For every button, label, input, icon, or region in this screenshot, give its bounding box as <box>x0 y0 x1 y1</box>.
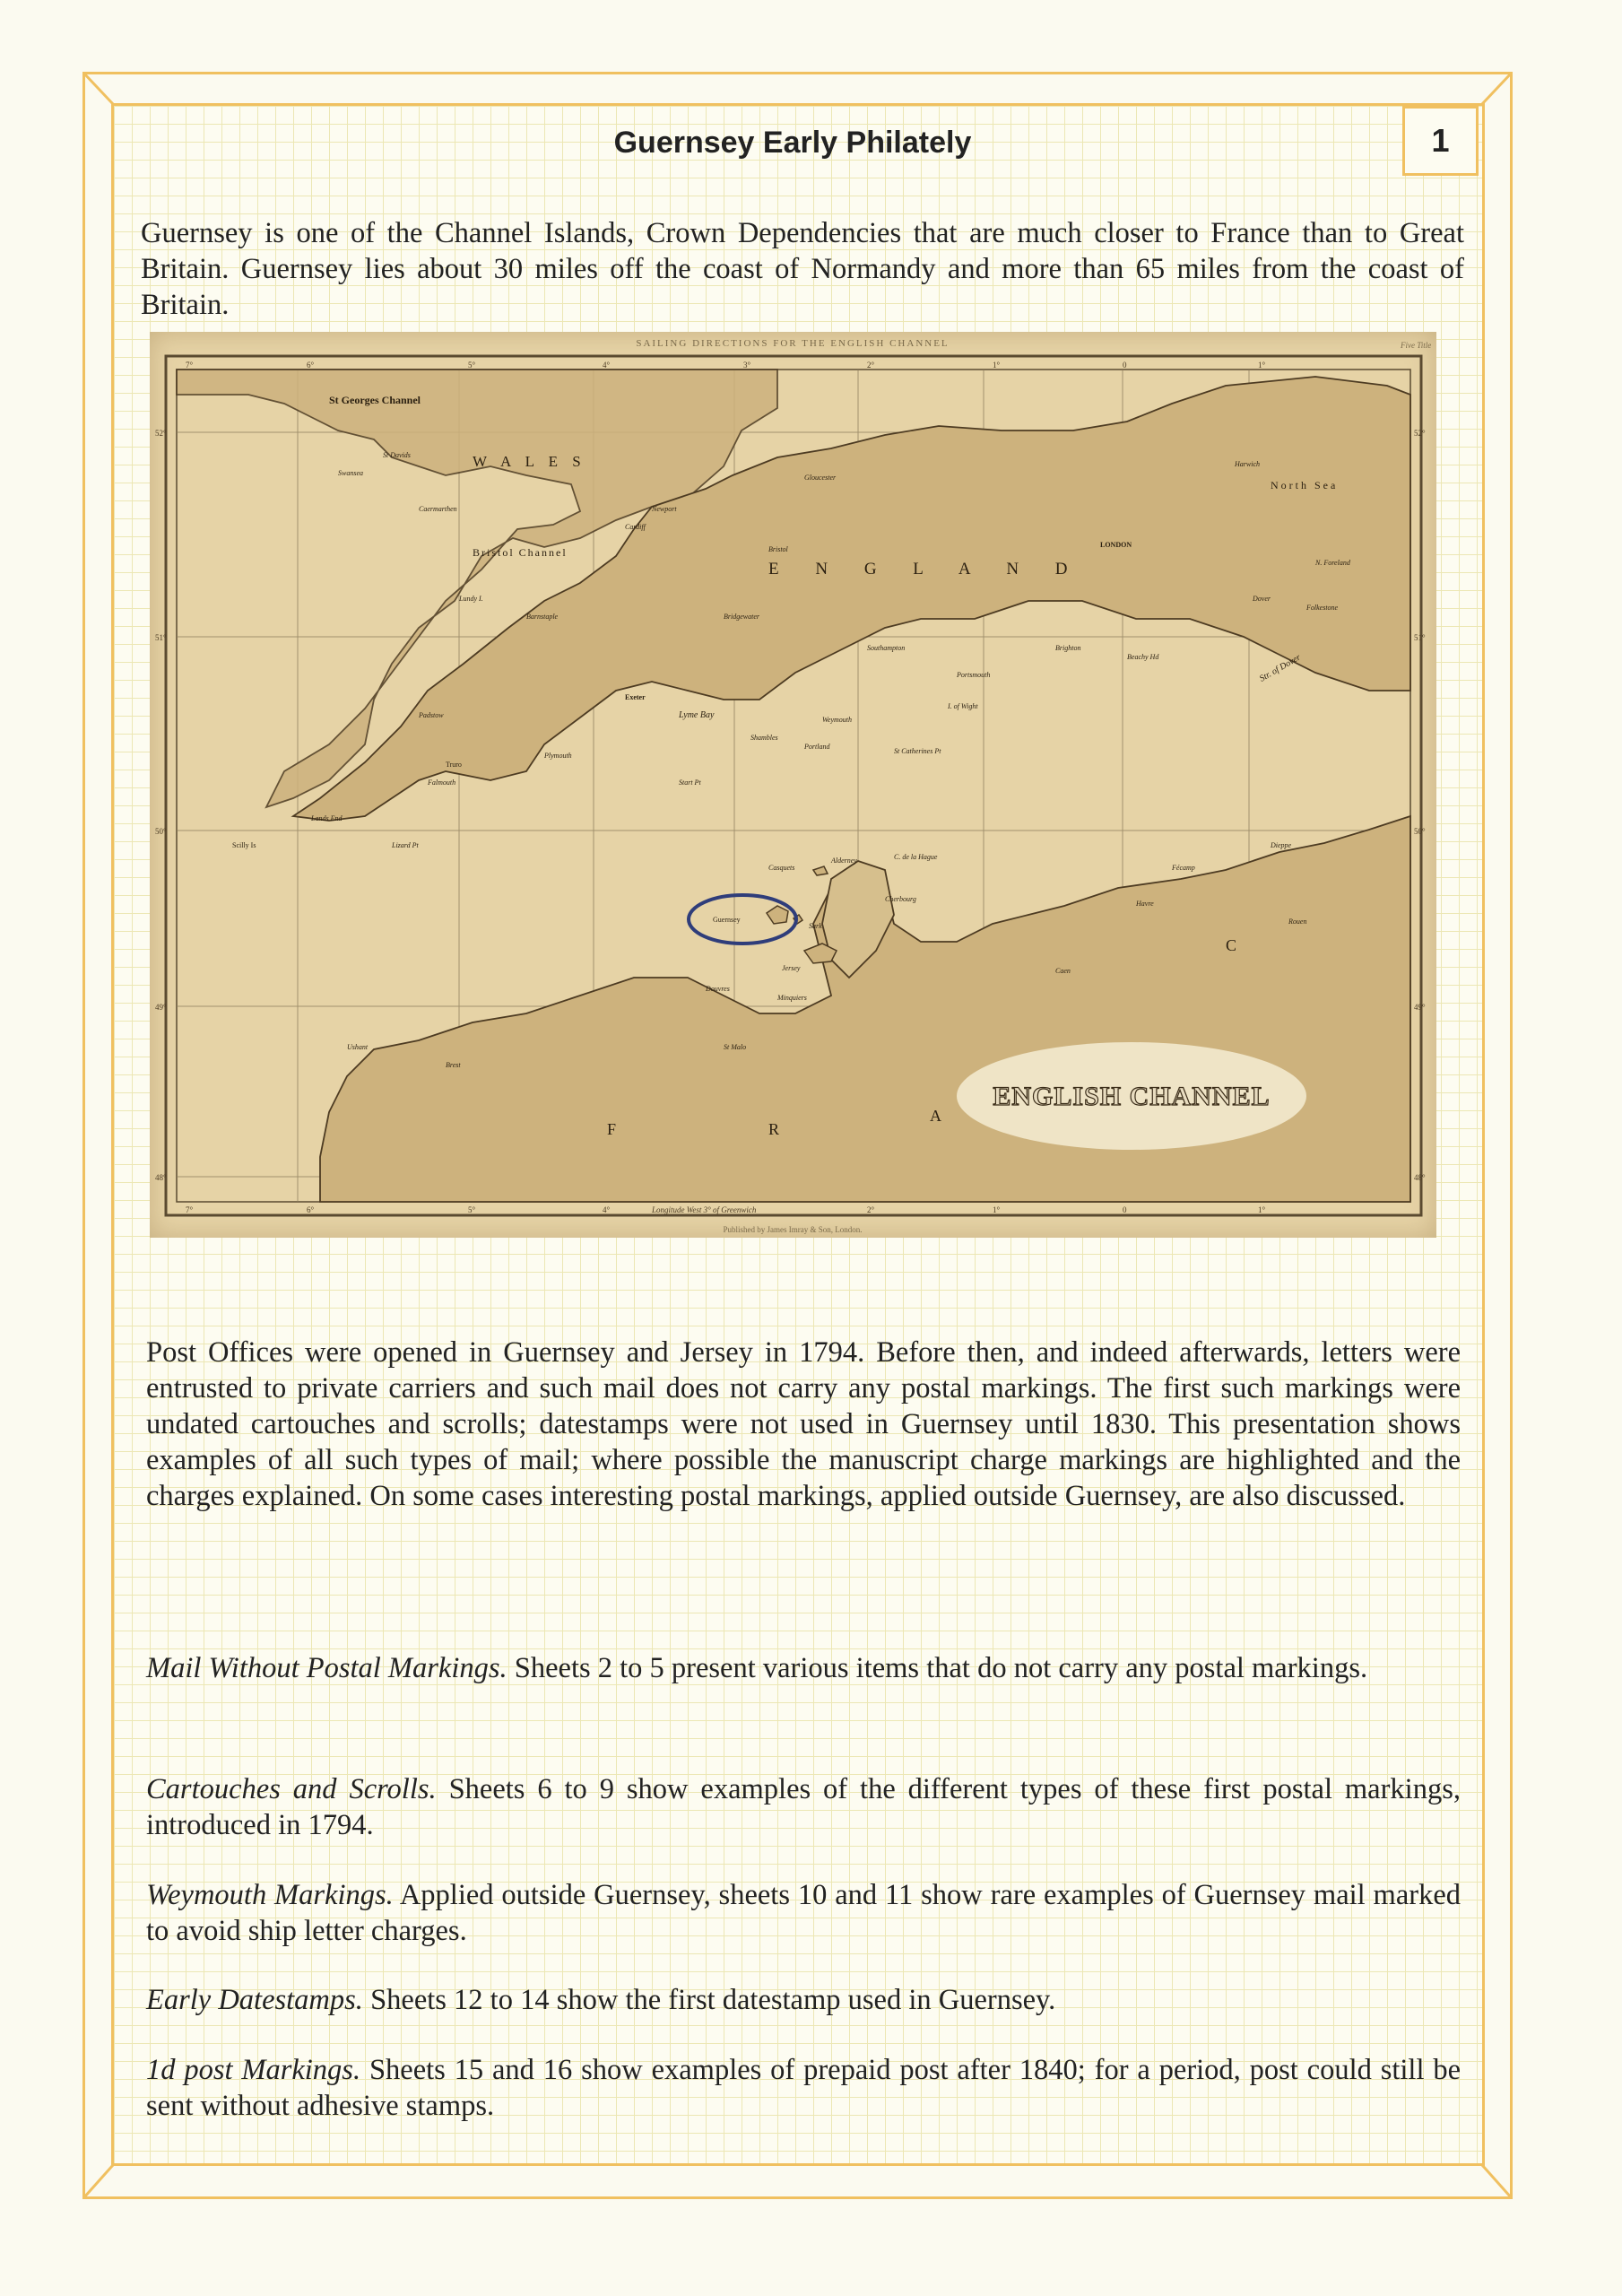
lat-label-left: 48° <box>155 1173 167 1182</box>
longitude-caption: Longitude West 3° of Greenwich <box>652 1205 757 1214</box>
lon-label-bottom: 2° <box>867 1205 875 1214</box>
map-footer: Published by James Imray & Son, London. <box>723 1225 863 1234</box>
section-lead: Weymouth Markings. <box>146 1879 394 1911</box>
lat-label-left: 51° <box>155 633 167 642</box>
label-start-pt: Start Pt <box>679 778 701 787</box>
label-alderney: Alderney <box>831 857 857 865</box>
section-cartouches-scrolls <box>146 1771 1461 1843</box>
lat-label-right: 51° <box>1414 633 1426 642</box>
body-paragraph: Post Offices were opened in Guernsey and Jersey in 1794. Before then, and indeed afterwards, letters were entrusted to private carriers and such mail does not carry any postal markings. The first such markings were undated cartouches and scrolls; datestamps were not used in Guernsey until 1830. This presentation shows examples of all such types of mail; where possible the manuscript charge markings are highlighted and the charges explained. On some cases interesting postal markings, applied outside Guernsey, are also discussed. <box>146 1336 1461 1512</box>
label-dover: Dover <box>1253 595 1271 603</box>
lon-label-bottom: 5° <box>468 1205 476 1214</box>
label-swansea: Swansea <box>338 469 363 477</box>
lon-label-bottom: 1° <box>1258 1205 1266 1214</box>
label-harwich: Harwich <box>1235 460 1260 468</box>
corner-line-tl <box>83 73 113 104</box>
section-1d-post-markings <box>146 2052 1461 2124</box>
label-london: LONDON <box>1100 541 1132 549</box>
lon-label-top: 6° <box>307 361 315 370</box>
map-header-right: Five Title <box>1401 341 1432 350</box>
lat-label-right: 49° <box>1414 1003 1426 1012</box>
section-early-datestamps <box>146 1982 1461 2018</box>
label-douvres: Douvres <box>706 985 730 993</box>
label-lizard: Lizard Pt <box>392 841 419 849</box>
corner-line-bl <box>83 2165 113 2198</box>
label-england: E N G L A N D <box>768 560 1084 578</box>
label-str-dover: Str. of Dover <box>1258 652 1303 684</box>
label-fecamp: Fécamp <box>1172 864 1195 872</box>
lat-label-right: 48° <box>1414 1173 1426 1182</box>
cartouche-label: ENGLISH CHANNEL <box>993 1082 1271 1111</box>
section-text: Sheets 12 to 14 show the first datestamp used in Guernsey. <box>370 1984 1056 2016</box>
section-text: Sheets 6 to 9 show examples of the different types of these first postal markings, introduced in 1794. <box>146 1773 1461 1841</box>
land-france <box>320 816 1410 1202</box>
lon-label-top: 5° <box>468 361 476 370</box>
label-gloucester: Gloucester <box>804 474 837 482</box>
label-beachy-head: Beachy Hd <box>1127 653 1159 661</box>
lon-label-top: 1° <box>1258 361 1266 370</box>
section-text: Applied outside Guernsey, sheets 10 and 11 show rare examples of Guernsey mail marked to avoid ship letter charges. <box>146 1879 1461 1947</box>
lon-label-top: 1° <box>993 361 1001 370</box>
lon-label-bottom: 0 <box>1123 1205 1127 1214</box>
label-shambles: Shambles <box>750 734 778 742</box>
lon-label-top: 3° <box>743 361 751 370</box>
label-newport: Newport <box>652 505 677 513</box>
label-falmouth: Falmouth <box>428 778 456 787</box>
label-rouen: Rouen <box>1288 918 1307 926</box>
label-casquets: Casquets <box>768 864 795 872</box>
label-st-catherines: St Catherines Pt <box>894 747 941 755</box>
label-caen: Caen <box>1055 967 1071 975</box>
label-minquiers: Minquiers <box>777 994 807 1002</box>
section-mail-without-markings <box>146 1650 1461 1686</box>
label-padstow: Padstow <box>419 711 444 719</box>
label-weymouth: Weymouth <box>822 716 853 724</box>
label-bristol: Bristol <box>768 545 788 553</box>
lat-label-left: 49° <box>155 1003 167 1012</box>
label-plymouth: Plymouth <box>544 752 572 760</box>
section-text: Sheets 2 to 5 present various items that do not carry any postal markings. <box>514 1652 1368 1684</box>
label-portland: Portland <box>804 743 830 751</box>
label-southampton: Southampton <box>867 644 906 652</box>
label-france-f: F <box>607 1120 622 1138</box>
label-lyme-bay: Lyme Bay <box>679 710 715 720</box>
land-britain <box>177 370 1410 821</box>
lon-label-bottom: 6° <box>307 1205 315 1214</box>
page-title: Guernsey Early Philately <box>613 126 972 160</box>
label-st-davids: St Davids <box>383 451 411 459</box>
lat-label-left: 50° <box>155 827 167 836</box>
alderney-island <box>813 866 828 875</box>
channel-map <box>150 332 1436 1238</box>
map-svg <box>150 332 1436 1238</box>
lat-label-right: 50° <box>1414 827 1426 836</box>
section-lead: Mail Without Postal Markings. <box>146 1652 507 1684</box>
label-bridgewater: Bridgewater <box>724 613 759 621</box>
label-isle-of-wight: I. of Wight <box>948 702 978 710</box>
intro-paragraph: Guernsey is one of the Channel Islands, Crown Dependencies that are much closer to France than to Great Britain. Guernsey lies about 30 miles off the coast of Normandy and more than 65 miles from the coast of Britain. <box>141 217 1464 321</box>
label-st-malo: St Malo <box>724 1043 747 1051</box>
label-sark: Sark <box>809 922 822 930</box>
lon-label-bottom: 7° <box>186 1205 194 1214</box>
label-guernsey: Guernsey <box>713 916 741 924</box>
section-lead: Early Datestamps. <box>146 1984 363 2016</box>
corner-line-tr <box>1482 73 1512 104</box>
page-number: 1 <box>1402 106 1479 176</box>
label-exeter: Exeter <box>625 693 646 701</box>
section-text: Sheets 15 and 16 show examples of prepaid post after 1840; for a period, post could still be sent without adhesive stamps. <box>146 2054 1462 2122</box>
lon-label-bottom: 1° <box>993 1205 1001 1214</box>
label-dieppe: Dieppe <box>1271 841 1292 849</box>
lon-label-bottom: 4° <box>603 1205 611 1214</box>
label-margate: N. Foreland <box>1315 559 1350 567</box>
label-folkestone: Folkestone <box>1306 604 1339 612</box>
label-scilly: Scilly Is <box>232 841 256 849</box>
label-portsmouth: Portsmouth <box>957 671 991 679</box>
section-lead: 1d post Markings. <box>146 2054 361 2086</box>
label-truro: Truro <box>446 761 462 769</box>
label-brest: Brest <box>446 1061 461 1069</box>
label-wales: W A L E S <box>473 453 586 470</box>
lon-label-top: 7° <box>186 361 194 370</box>
lat-label-left: 52° <box>155 429 167 438</box>
label-brighton: Brighton <box>1055 644 1081 652</box>
label-france-r: R <box>768 1120 785 1138</box>
label-lands-end: Lands End <box>311 814 343 822</box>
label-cap-la-hague: C. de la Hague <box>894 853 938 861</box>
corner-line-br <box>1482 2165 1512 2198</box>
label-bristol-channel: Bristol Channel <box>473 546 568 559</box>
label-cherbourg: Cherbourg <box>885 895 916 903</box>
label-france-a: A <box>930 1107 947 1125</box>
label-france-c: C <box>1226 936 1243 954</box>
label-jersey: Jersey <box>782 964 801 972</box>
label-north-sea: North Sea <box>1271 479 1339 491</box>
label-ushant: Ushant <box>347 1043 369 1051</box>
lon-label-top: 2° <box>867 361 875 370</box>
lon-label-top: 0 <box>1123 361 1127 370</box>
lat-label-right: 52° <box>1414 429 1426 438</box>
label-le-havre: Havre <box>1136 900 1154 908</box>
label-st-georges: St Georges Channel <box>329 394 421 406</box>
label-cardiff: Cardiff <box>625 523 646 531</box>
label-caermarthen: Caermarthen <box>419 505 457 513</box>
map-header: SAILING DIRECTIONS FOR THE ENGLISH CHANNEL <box>636 338 950 349</box>
guernsey-island <box>767 906 788 924</box>
section-lead: Cartouches and Scrolls. <box>146 1773 437 1805</box>
lon-label-top: 4° <box>603 361 611 370</box>
label-lundy: Lundy I. <box>459 595 483 603</box>
label-barnstaple: Barnstaple <box>526 613 559 621</box>
section-weymouth-markings <box>146 1877 1461 1949</box>
